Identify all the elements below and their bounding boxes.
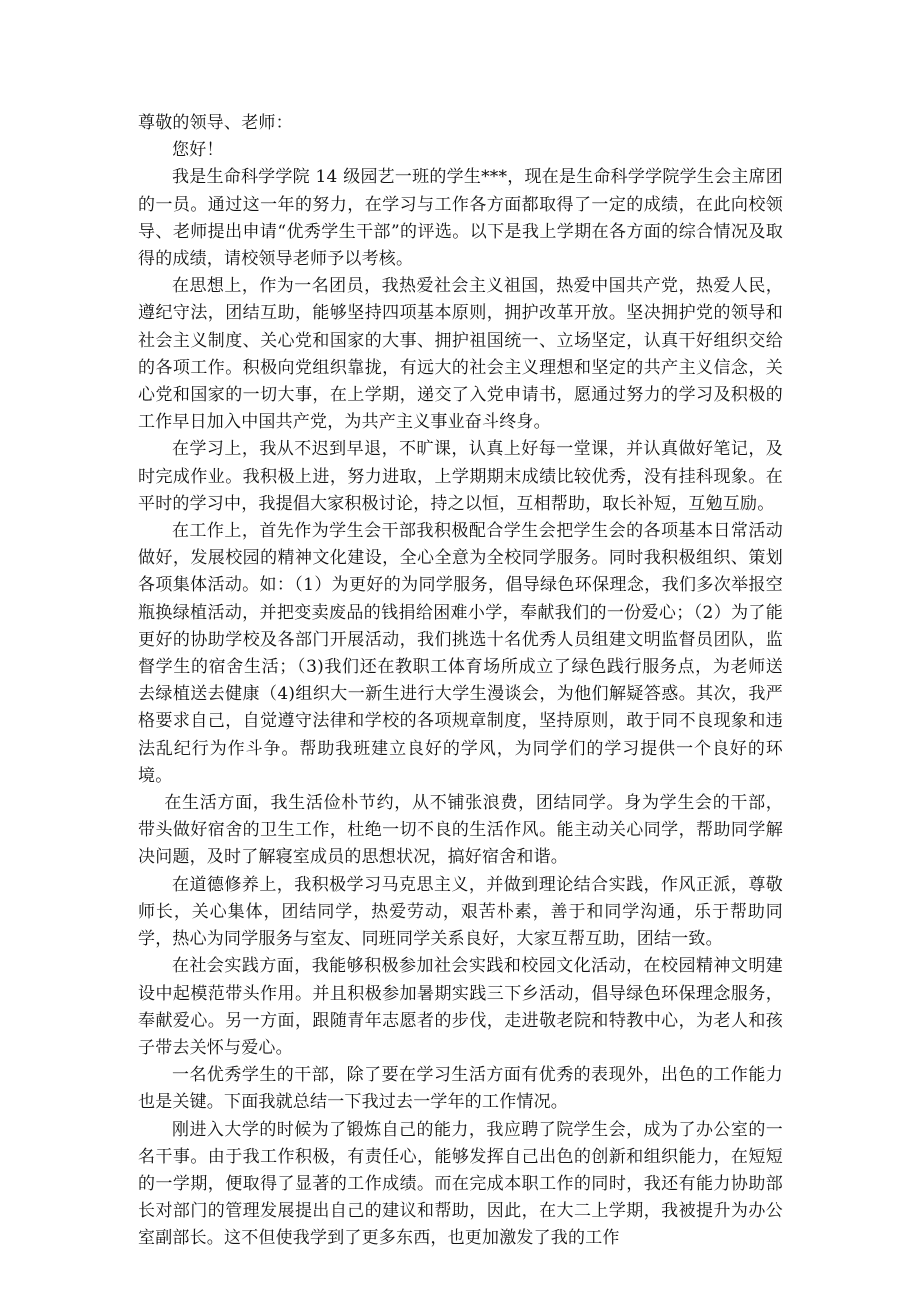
paragraph-work-ability: 一名优秀学生的干部，除了要在学习生活方面有优秀的表现外，出色的工作能力也是关键。下面我就总结一下我过去一学年的工作情况。 [138, 1065, 783, 1113]
paragraph-work: 在工作上，首先作为学生会干部我积极配合学生会把学生会的各项基本日常活动做好，发展校园的精神文化建设，全心全意为全校同学服务。同时我积极组织、策划各项集体活动。如：（1）为更好的为同学服务，倡导绿色环保理念，我们多次举报空瓶换绿植活动，并把变卖废品的钱捐给困难小学，奉献我们的一份爱心；（2）为了能更好的协助学校及各部门开展活动，我们挑选十名优秀人员组建文明监督员团队，监督学生的宿舍生活；（3)我们还在教职工体育场所成立了绿色践行服务点，为老师送去绿植送去健康（4)组织大一新生进行大学生漫谈会，为他们解疑答惑。其次，我严格要求自己，自觉遵守法律和学校的各项规章制度，坚持原则，敢于同不良现象和违法乱纪行为作斗争。帮助我班建立良好的学风，为同学们的学习提供一个良好的环境。 [138, 521, 783, 786]
paragraph-life: 在生活方面，我生活俭朴节约，从不铺张浪费，团结同学。身为学生会的干部，带头做好宿舍的卫生工作，杜绝一切不良的生活作风。能主动关心同学，帮助同学解决问题，及时了解寝室成员的思想状况，搞好宿舍和谐。 [138, 793, 783, 868]
paragraph-work-history: 刚进入大学的时候为了锻炼自己的能力，我应聘了院学生会，成为了办公室的一名干事。由于我工作积极，有责任心，能够发挥自己出色的创新和组织能力，在短短的一学期，便取得了显著的工作成绩。而在完成本职工作的同时，我还有能力协助部长对部门的管理发展提出自己的建议和帮助，因此，在大二上学期，我被提升为办公室副部长。这不但使我学到了更多东西，也更加激发了我的工作 [138, 1119, 783, 1249]
paragraph-morality: 在道德修养上，我积极学习马克思主义，并做到理论结合实践，作风正派，尊敬师长，关心集体，团结同学，热爱劳动，艰苦朴素，善于和同学沟通，乐于帮助同学，热心为同学服务与室友、同班同学关系良好，大家互帮互助，团结一致。 [138, 874, 783, 950]
salutation: 尊敬的领导、老师： [138, 113, 293, 133]
paragraph-introduction: 我是生命科学学院 14 级园艺一班的学生***，现在是生命科学学院学生会主席团的一员。通过这一年的努力，在学习与工作各方面都取得了一定的成绩，在此向校领导、老师提出申请“优秀学生干部”的评选。以下是我上学期在各方面的综合情况及取得的成绩，请校领导老师予以考核。 [138, 167, 783, 270]
paragraph-ideology: 在思想上，作为一名团员，我热爱社会主义祖国，热爱中国共产党，热爱人民，遵纪守法，团结互助，能够坚持四项基本原则，拥护改革开放。坚决拥护党的领导和社会主义制度、关心党和国家的大事、拥护祖国统一、立场坚定，认真干好组织交给的各项工作。积极向党组织靠拢，有远大的社会主义理想和坚定的共产主义信念，关心党和国家的一切大事，在上学期，递交了入党申请书，愿通过努力的学习及积极的工作早日加入中国共产党，为共产主义事业奋斗终身。 [138, 276, 783, 433]
greeting: 您好！ [172, 140, 224, 161]
paragraph-social-practice: 在社会实践方面，我能够积极参加社会实践和校园文化活动，在校园精神文明建设中起模范带头作用。并且积极参加暑期实践三下乡活动，倡导绿色环保理念服务，奉献爱心。另一方面，跟随青年志愿者的步伐，走进敬老院和特教中心，为老人和孩子带去关怀与爱心。 [138, 956, 783, 1058]
letter-body [138, 110, 783, 1253]
paragraph-study: 在学习上，我从不迟到早退，不旷课，认真上好每一堂课，并认真做好笔记，及时完成作业。我积极上进，努力进取，上学期期末成绩比较优秀，没有挂科现象。在平时的学习中，我提倡大家积极讨论，持之以恒，互相帮助，取长补短，互勉互励。 [138, 439, 783, 514]
